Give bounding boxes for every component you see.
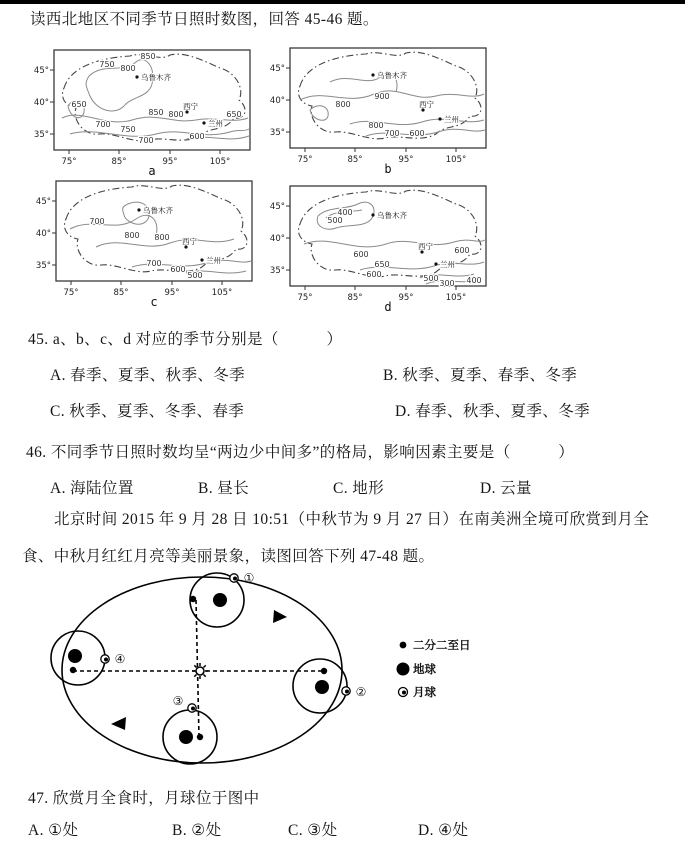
position-label-3: ③ [172, 694, 184, 708]
sunshine-map-b [270, 44, 510, 176]
contour-label: 500 [187, 271, 203, 280]
lon-75: 75° [297, 155, 313, 165]
lat-35: 35° [36, 261, 51, 271]
sunshine-map-a [34, 46, 274, 178]
city-xining: 西宁 [183, 102, 198, 111]
contour-labels [335, 92, 424, 138]
lon-95: 95° [398, 293, 414, 303]
contour-label: 600 [353, 250, 369, 259]
q47-stem: 47. 欣赏月全食时，月球位于图中 [28, 790, 260, 807]
q46-option-a: A. 海陆位置 [50, 480, 134, 497]
contour-label: 600 [409, 129, 425, 138]
contour-label: 700 [89, 217, 105, 226]
city-lanzhou: 兰州 [208, 119, 223, 128]
lat-40: 40° [270, 234, 285, 244]
lat-axis [270, 64, 290, 138]
legend-dot-small-icon [400, 642, 407, 649]
q46-option-d: D. 云量 [480, 480, 532, 497]
contour-label: 800 [124, 231, 140, 240]
contour-label: 800 [368, 121, 384, 130]
city-xining: 西宁 [419, 100, 434, 109]
lat-45: 45° [270, 64, 285, 74]
panel-letter-b: b [384, 162, 392, 176]
lon-95: 95° [398, 155, 414, 165]
map-frame [290, 186, 486, 286]
orbit-arrow-icon [273, 610, 287, 623]
contour-label: 700 [95, 120, 111, 129]
lon-85: 85° [347, 293, 363, 303]
orbit-arrow-icon [111, 717, 126, 730]
contour-label: 850 [140, 52, 156, 61]
q45-option-b: B. 秋季、夏季、春季、冬季 [383, 367, 578, 384]
legend-label-earth: 地球 [413, 664, 436, 676]
lat-45: 45° [36, 197, 51, 207]
legend-dot-large-icon [397, 663, 410, 676]
lat-axis [34, 66, 54, 140]
sunshine-map-d [270, 182, 510, 314]
lon-95: 95° [162, 157, 178, 167]
lat-35: 35° [34, 130, 49, 140]
q46-option-b: B. 昼长 [198, 480, 250, 497]
lon-105: 105° [211, 288, 233, 298]
panel-letter-c: c [150, 295, 158, 309]
lon-95: 95° [164, 288, 180, 298]
city-lanzhou: 兰州 [444, 115, 459, 124]
lon-75: 75° [61, 157, 77, 167]
contour-label: 800 [335, 100, 351, 109]
contour-label: 650 [226, 110, 242, 119]
contour-label: 800 [120, 64, 136, 73]
lat-40: 40° [36, 229, 51, 239]
q45-option-a: A. 春季、夏季、秋季、冬季 [50, 367, 246, 384]
lat-axis [36, 197, 56, 271]
contour-label: 300 [439, 279, 455, 288]
earth-moon-orbit-diagram [28, 560, 483, 778]
lat-35: 35° [270, 128, 285, 138]
position-label-4: ④ [114, 652, 126, 666]
passage-text: 北京时间 2015 年 9 月 28 日 10:51（中秋节为 9 月 27 日）在南美洲全境可欣赏到月全食、中秋月红红月亮等美丽景象，读图回答下列 47-48 题。 [22, 511, 650, 565]
panel-letter-a: a [148, 164, 156, 178]
legend-moon-icon-core [402, 691, 406, 695]
lon-105: 105° [445, 293, 467, 303]
lat-40: 40° [34, 98, 49, 108]
contour-label: 400 [337, 208, 353, 217]
lon-85: 85° [111, 157, 127, 167]
city-urumqi: 乌鲁木齐 [141, 73, 171, 82]
contour-label: 500 [327, 216, 343, 225]
lat-45: 45° [270, 202, 285, 212]
contour-label: 700 [384, 129, 400, 138]
q46-stem: 46. 不同季节日照时数均呈“两边少中间多”的格局，影响因素主要是（ ） [26, 444, 575, 461]
contour-label: 900 [374, 92, 390, 101]
position-label-2: ② [355, 685, 367, 699]
city-xining: 西宁 [182, 237, 197, 246]
sun-icon [192, 663, 208, 679]
city-urumqi: 乌鲁木齐 [377, 211, 407, 220]
lon-75: 75° [63, 288, 79, 298]
lon-axis [61, 150, 230, 167]
q46-option-c: C. 地形 [333, 480, 385, 497]
lon-axis [297, 286, 466, 303]
position-label-1: ① [243, 571, 255, 585]
lat-35: 35° [270, 266, 285, 276]
cities [137, 205, 221, 265]
city-urumqi: 乌鲁木齐 [143, 206, 173, 215]
contour-label: 800 [168, 110, 184, 119]
contour-label: 750 [120, 125, 136, 134]
contour-label: 600 [366, 270, 382, 279]
contour-label: 750 [99, 60, 115, 69]
region-boundary [299, 52, 482, 139]
legend-label-moon: 月球 [413, 687, 436, 699]
lon-85: 85° [113, 288, 129, 298]
contour-label: 700 [146, 259, 162, 268]
diagram-legend [397, 638, 471, 699]
contour-lines [300, 73, 485, 136]
city-lanzhou: 兰州 [440, 260, 455, 269]
city-lanzhou: 兰州 [206, 256, 221, 265]
lon-axis [63, 281, 232, 298]
q45-option-c: C. 秋季、夏季、冬季、春季 [50, 403, 245, 420]
q47-option-a: A. ①处 [28, 822, 79, 839]
contour-label: 650 [374, 260, 390, 269]
contour-label: 600 [189, 132, 205, 141]
contour-label: 600 [454, 246, 470, 255]
intro-text: 读西北地区不同季节日照时数图，回答 45-46 题。 [30, 11, 379, 28]
city-xining: 西宁 [418, 242, 433, 251]
lon-85: 85° [347, 155, 363, 165]
contour-label: 500 [423, 274, 439, 283]
sunshine-map-c [36, 177, 276, 309]
lon-75: 75° [297, 293, 313, 303]
q47-option-b: B. ②处 [172, 822, 222, 839]
cities [135, 72, 223, 128]
lon-105: 105° [445, 155, 467, 165]
lat-axis [270, 202, 290, 276]
q47-option-d: D. ④处 [418, 822, 469, 839]
legend-label-solstice: 二分二至日 [413, 640, 471, 652]
contour-label: 650 [71, 100, 87, 109]
lat-45: 45° [34, 66, 49, 76]
q47-option-c: C. ③处 [288, 822, 338, 839]
contour-label: 800 [154, 233, 170, 242]
moon-icons [101, 574, 350, 712]
lon-axis [297, 148, 466, 165]
contour-label: 400 [466, 276, 482, 285]
city-urumqi: 乌鲁木齐 [377, 71, 407, 80]
contour-label: 700 [138, 136, 154, 145]
lat-40: 40° [270, 96, 285, 106]
contour-label: 850 [148, 108, 164, 117]
contour-label: 600 [170, 265, 186, 274]
lon-105: 105° [209, 157, 231, 167]
q45-stem: 45. a、b、c、d 对应的季节分别是（ ） [28, 331, 343, 348]
panel-letter-d: d [384, 300, 392, 314]
page-top-rule [0, 0, 685, 4]
q45-option-d: D. 春季、秋季、夏季、冬季 [395, 403, 591, 420]
